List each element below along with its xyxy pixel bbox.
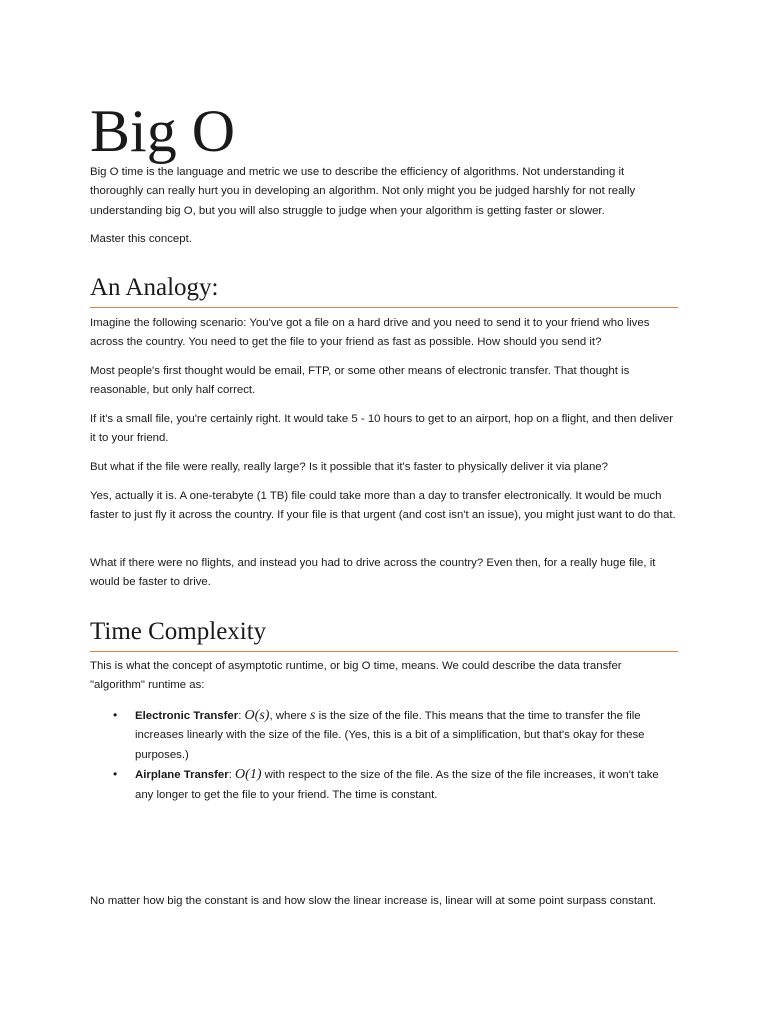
math-variable: s — [309, 708, 316, 723]
intro-paragraph-2: Master this concept. — [90, 233, 192, 245]
page-title: Big O — [90, 98, 236, 164]
section-heading-time-complexity: Time Complexity — [90, 616, 678, 652]
analogy-paragraph: What if there were no flights, and instead you had to drive across the country? Even then, for a really huge file, it would be faster to drive. — [90, 557, 656, 589]
bullet-colon: : — [228, 769, 232, 782]
intro-paragraph: Big O time is the language and metric we use to describe the efficiency of algorithms. Not understanding it thoroughly can really hurt you in developing an algorithm. Not only might you be judged harshly for not really understanding big O, but you will also struggle to judge when your algorithm is getting faster or slower. — [90, 166, 636, 217]
bullet-colon: : — [238, 710, 242, 722]
analogy-paragraph: If it's a small file, you're certainly right. It would take 5 - 10 hours to get to an airport, hop on a flight, and then deliver it to your friend. — [90, 413, 674, 445]
analogy-paragraph: Imagine the following scenario: You've got a file on a hard drive and you need to send it to your friend who lives across the country. You need to get the file to your friend as fast as possible. How should you send it? — [90, 317, 650, 349]
bullet-label: Airplane Transfer — [135, 769, 229, 782]
analogy-paragraph: Yes, actually it is. A one-terabyte (1 TB) file could take more than a day to transfer electronically. It would be much faster to just fly it across the country. If your file is that urgent (and cost isn't an issue), you might just want to do that. — [90, 490, 676, 522]
analogy-paragraph: Most people's first thought would be email, FTP, or some other means of electronic transfer. That thought is reasonable, but only half correct. — [90, 365, 630, 397]
bullet-icon: • — [113, 767, 118, 782]
math-expression: O(s) — [244, 708, 270, 723]
runtime-bullet-list — [90, 706, 678, 805]
list-item-airplane-transfer — [90, 765, 678, 805]
bullet-text: is the size of the file. This means that the time to transfer the file increases linearly with the size of the file. (Yes, this is a bit of a simplification, but that's okay for these purposes.) — [135, 710, 645, 761]
math-expression: O(1) — [235, 767, 262, 783]
list-item-electronic-transfer — [90, 706, 678, 765]
closing-paragraph: No matter how big the constant is and how slow the linear increase is, linear will at some point surpass constant. — [90, 895, 657, 907]
analogy-paragraph: But what if the file were really, really large? Is it possible that it's faster to physically deliver it via plane? — [90, 461, 608, 473]
time-complexity-intro: This is what the concept of asymptotic runtime, or big O time, means. We could describe the data transfer "algorithm" runtime as: — [90, 660, 622, 692]
bullet-text: , where — [269, 710, 310, 722]
bullet-text: with respect to the size of the file. As the size of the file increases, it won't take any longer to get the file to your friend. The time is constant. — [135, 769, 659, 801]
bullet-label: Electronic Transfer — [135, 710, 239, 722]
bullet-icon: • — [113, 708, 118, 722]
section-heading-analogy: An Analogy: — [90, 272, 678, 308]
